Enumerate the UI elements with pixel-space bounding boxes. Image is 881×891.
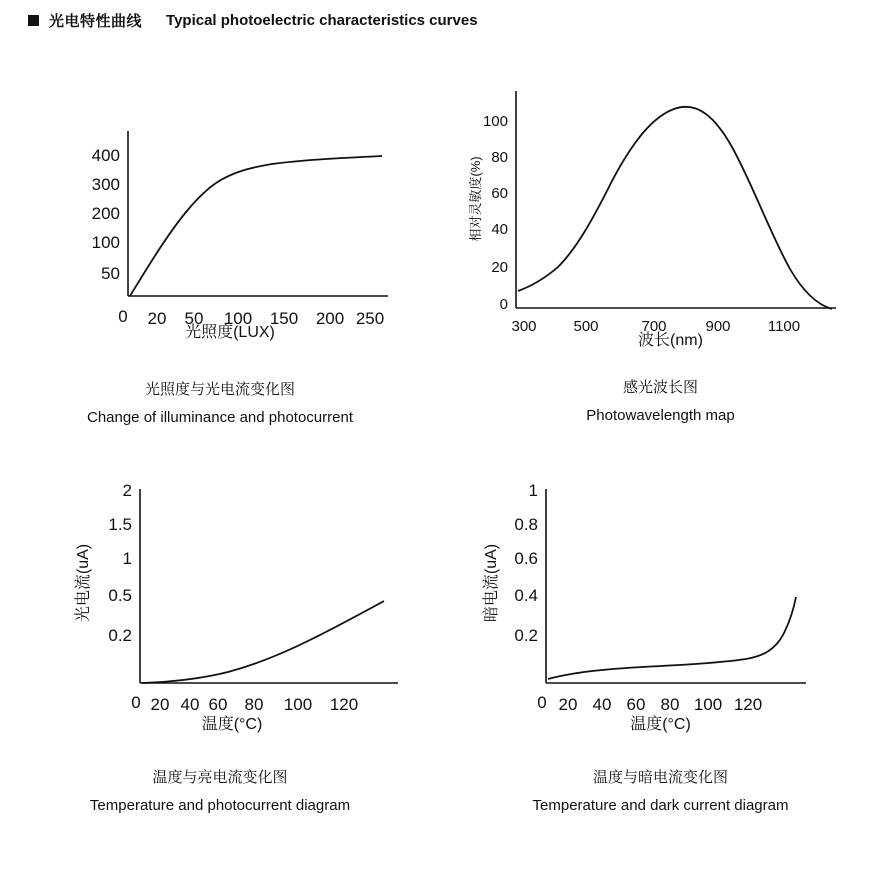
y-tick-0-6: 0.6	[513, 549, 538, 568]
caption-cn: 温度与暗电流变化图	[592, 769, 728, 786]
y-tick-400: 400	[91, 146, 120, 165]
chart-caption-illuminance	[0, 375, 440, 431]
x-tick-100: 100	[693, 695, 722, 711]
x-tick-500: 500	[572, 318, 599, 331]
caption-cn: 光照度与光电流变化图	[144, 381, 295, 398]
y-tick-0-4: 0.4	[513, 586, 538, 605]
caption-en: Change of illuminance and photocurrent	[86, 409, 353, 426]
y-tick-60: 60	[490, 185, 508, 202]
chart-grid	[0, 31, 881, 891]
x-tick-0: 0	[536, 693, 547, 711]
x-axis-title: 光照度(LUX)	[185, 324, 275, 341]
x-tick-250: 250	[355, 309, 385, 328]
x-tick-20: 20	[558, 695, 577, 711]
y-tick-1-0: 1	[528, 481, 538, 500]
page-title-en: Typical photoelectric characteristics curves	[166, 12, 478, 29]
x-tick-80: 80	[660, 695, 679, 711]
x-tick-0: 0	[118, 307, 128, 326]
chart-cell-temp-photocurrent	[0, 461, 440, 891]
x-tick-60: 60	[626, 695, 645, 711]
chart-illuminance	[0, 31, 440, 341]
y-tick-0-2: 0.2	[108, 626, 132, 645]
square-bullet-icon	[28, 15, 39, 26]
caption-en: Photowavelength map	[586, 407, 735, 424]
y-tick-300: 300	[91, 175, 120, 194]
caption-en: Temperature and photocurrent diagram	[89, 797, 351, 814]
x-tick-60: 60	[208, 695, 228, 711]
x-tick-300: 300	[510, 318, 537, 331]
x-tick-0-origin: 0	[131, 693, 141, 711]
y-tick-0: 0	[499, 296, 508, 313]
chart-cell-wavelength	[440, 31, 881, 461]
y-tick-1-0: 1	[122, 549, 132, 568]
x-tick-120: 120	[329, 695, 359, 711]
x-tick-700: 700	[640, 318, 667, 331]
x-tick-150: 150	[269, 309, 299, 328]
data-curve	[130, 156, 382, 296]
x-tick-80: 80	[244, 695, 264, 711]
y-tick-100: 100	[482, 113, 508, 130]
chart-caption-wavelength	[440, 373, 881, 429]
x-tick-50: 50	[184, 309, 204, 328]
data-curve	[548, 597, 796, 679]
y-tick-40: 40	[490, 221, 508, 238]
y-tick-20: 20	[490, 259, 508, 276]
y-tick-0-2: 0.2	[513, 626, 538, 645]
chart-cell-illuminance	[0, 31, 440, 461]
y-tick-50: 50	[101, 264, 120, 283]
chart-caption-temp-photocurrent	[0, 763, 440, 819]
x-tick-120: 120	[733, 695, 762, 711]
y-tick-0-8: 0.8	[513, 515, 538, 534]
page-title-cn: 光电特性曲线	[49, 13, 143, 30]
y-tick-2-0: 2	[122, 481, 132, 500]
x-tick-100: 100	[223, 309, 253, 328]
chart-cell-temp-darkcurrent	[440, 461, 881, 891]
x-axis-title: 温度(°C)	[201, 716, 263, 733]
x-tick-40: 40	[592, 695, 611, 711]
chart-wavelength	[440, 31, 881, 349]
x-axis-title: 温度(°C)	[630, 716, 691, 733]
chart-temp-photocurrent	[0, 461, 440, 731]
data-curve	[142, 601, 384, 683]
caption-cn: 温度与亮电流变化图	[152, 769, 288, 786]
x-tick-20: 20	[147, 309, 167, 328]
y-axis-title: 相对灵敏度(%)	[467, 156, 483, 242]
chart-temp-darkcurrent	[440, 461, 881, 731]
x-tick-40: 40	[180, 695, 200, 711]
y-tick-100: 100	[91, 233, 120, 252]
caption-en: Temperature and dark current diagram	[532, 797, 789, 814]
page-header	[0, 0, 881, 31]
x-tick-1100: 1100	[767, 318, 800, 331]
chart-caption-temp-darkcurrent	[440, 763, 881, 819]
x-tick-900: 900	[704, 318, 731, 331]
y-tick-200: 200	[91, 204, 120, 223]
caption-cn: 感光波长图	[622, 379, 698, 396]
x-tick-20: 20	[150, 695, 170, 711]
x-tick-100: 100	[283, 695, 313, 711]
y-tick-1-5: 1.5	[108, 515, 132, 534]
y-tick-80: 80	[490, 149, 508, 166]
y-tick-0-5: 0.5	[108, 586, 132, 605]
y-axis-title: 光电流(uA)	[75, 543, 92, 623]
y-axis-title: 暗电流(uA)	[482, 543, 500, 623]
data-curve	[518, 107, 832, 309]
x-tick-200: 200	[315, 309, 345, 328]
x-axis-title: 波长(nm)	[638, 332, 703, 349]
